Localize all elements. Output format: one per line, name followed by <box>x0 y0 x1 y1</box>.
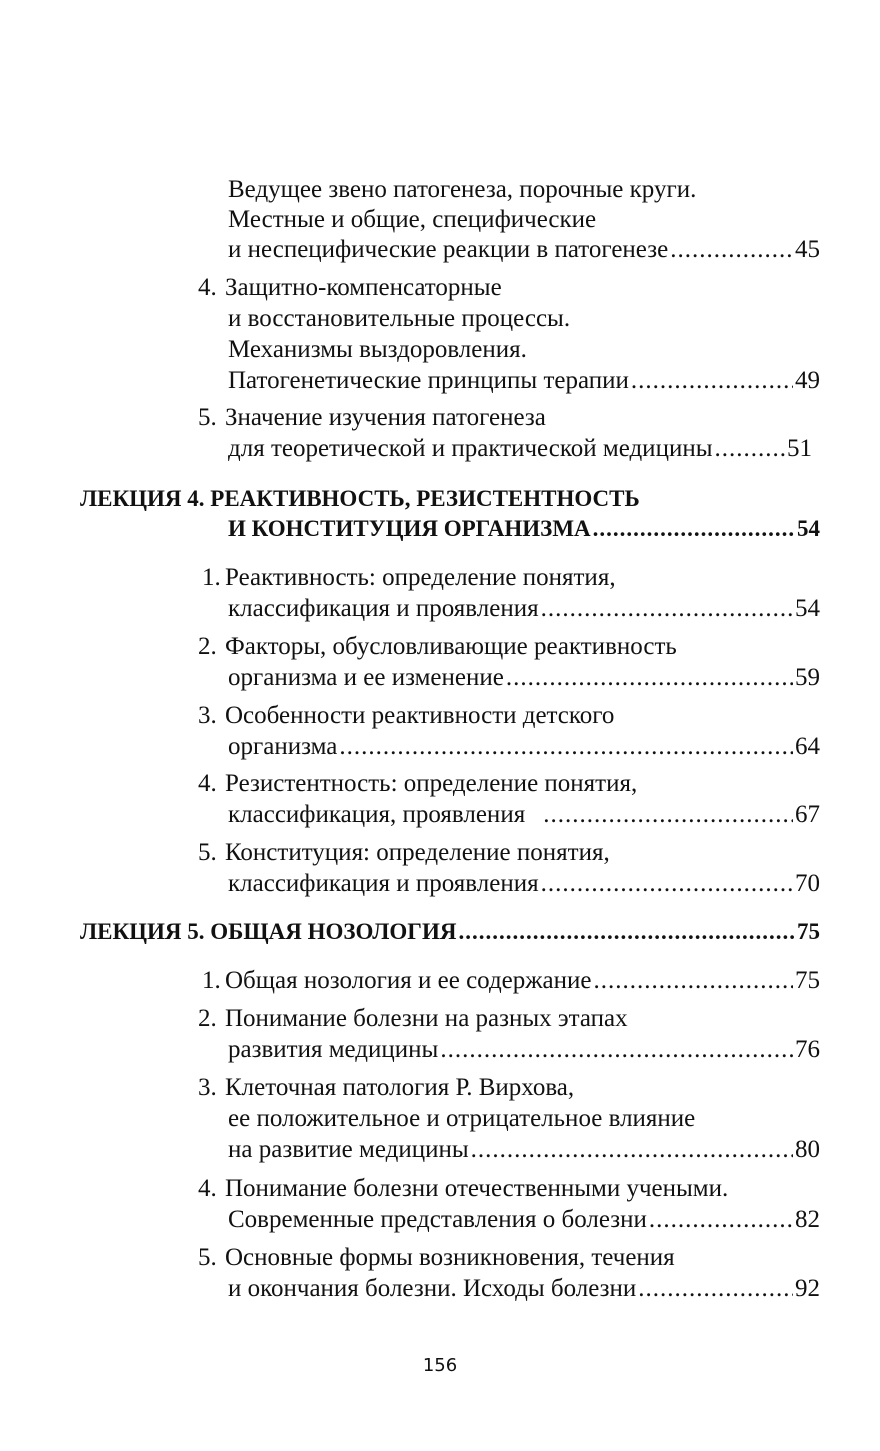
toc-entry-text: и окончания болезни. Исходы болезни <box>228 1275 637 1302</box>
leader-dots <box>506 663 793 693</box>
leader-dots <box>631 366 793 396</box>
toc-line-with-page <box>228 663 820 693</box>
leader-dots <box>440 1035 793 1065</box>
page-number: 156 <box>422 1355 458 1376</box>
leader-dots <box>715 434 786 464</box>
leader-dots <box>638 1274 793 1304</box>
toc-page-ref: 70 <box>795 870 820 897</box>
toc-page-ref: 80 <box>795 1136 820 1163</box>
toc-page-ref: 51 <box>787 435 812 462</box>
toc-item-number: 5. <box>198 1244 217 1271</box>
toc-page-ref: 59 <box>795 664 820 691</box>
toc-item-number: 1. <box>202 967 221 994</box>
toc-line: Реактивность: определение понятия, <box>225 564 616 591</box>
toc-line: Клеточная патология Р. Вирхова, <box>225 1074 575 1101</box>
toc-line-with-page <box>228 366 820 396</box>
toc-entry-text: развития медицины <box>228 1036 439 1063</box>
toc-page-ref: 92 <box>795 1275 820 1302</box>
leader-dots <box>649 1205 793 1235</box>
toc-page-ref: 75 <box>797 919 820 944</box>
toc-line: Основные формы возникновения, течения <box>225 1244 675 1271</box>
toc-entry-text: организма <box>228 733 338 760</box>
toc-item-number: 3. <box>198 1074 217 1101</box>
toc-line-with-page <box>228 1035 820 1065</box>
toc-item-number: 5. <box>198 839 217 866</box>
toc-line: Ведущее звено патогенеза, порочные круги. <box>228 176 697 203</box>
toc-line-with-page <box>228 800 820 830</box>
toc-page-ref: 76 <box>795 1036 820 1063</box>
toc-line-with-page <box>228 235 820 265</box>
leader-dots <box>670 235 793 265</box>
toc-entry-text: Современные представления о болезни <box>228 1206 647 1233</box>
toc-entry-text: классификация и проявления <box>228 870 539 897</box>
toc-item-number: 3. <box>198 702 217 729</box>
lecture-heading-text: И КОНСТИТУЦИЯ ОРГАНИЗМА <box>228 516 591 541</box>
toc-item-number: 4. <box>198 770 217 797</box>
toc-line: Защитно-компенсаторные <box>225 274 502 301</box>
toc-entry-text: Общая нозология и ее содержание <box>225 967 592 994</box>
leader-dots <box>339 732 793 762</box>
toc-item-number: 5. <box>198 404 217 431</box>
toc-line: Конституция: определение понятия, <box>225 839 610 866</box>
toc-page-ref: 54 <box>795 595 820 622</box>
toc-line: и восстановительные процессы. <box>228 305 571 332</box>
toc-page-ref: 49 <box>795 367 820 394</box>
lecture-heading-line <box>228 514 820 544</box>
toc-page-ref: 75 <box>795 967 820 994</box>
leader-dots <box>458 917 795 947</box>
leader-dots <box>594 966 794 996</box>
toc-page-ref: 82 <box>795 1206 820 1233</box>
leader-dots <box>593 514 795 544</box>
toc-item-number: 2. <box>198 1005 217 1032</box>
toc-line-with-page <box>228 1205 820 1235</box>
toc-item-number: 1. <box>202 564 221 591</box>
toc-page-ref: 54 <box>797 516 820 541</box>
toc-entry-text: на развитие медицины <box>228 1136 469 1163</box>
leader-dots <box>541 869 793 899</box>
toc-entry-text: классификация, проявления <box>228 801 526 828</box>
lecture-heading: ЛЕКЦИЯ 4. РЕАКТИВНОСТЬ, РЕЗИСТЕНТНОСТЬ <box>80 486 640 511</box>
toc-line-with-page <box>228 1135 820 1165</box>
toc-entry-text: и неспецифические реакции в патогенезе <box>228 236 669 263</box>
toc-line-with-page <box>228 594 820 624</box>
toc-line-with-page <box>228 869 820 899</box>
leader-dots <box>471 1135 793 1165</box>
lecture-heading-line <box>80 917 820 947</box>
toc-line-with-page <box>225 966 820 996</box>
toc-line: Факторы, обусловливающие реактивность <box>225 633 677 660</box>
toc-line-with-page <box>228 732 820 762</box>
toc-item-number: 2. <box>198 633 217 660</box>
toc-page-ref: 45 <box>795 236 820 263</box>
toc-line: Местные и общие, специфические <box>228 206 597 233</box>
toc-line: Понимание болезни отечественными учеными. <box>225 1175 729 1202</box>
leader-dots <box>541 594 793 624</box>
toc-line: Резистентность: определение понятия, <box>225 770 638 797</box>
toc-item-number: 4. <box>198 1175 217 1202</box>
toc-item-number: 4. <box>198 274 217 301</box>
toc-line: Особенности реактивности детского <box>225 702 615 729</box>
toc-line: Механизмы выздоровления. <box>228 336 527 363</box>
lecture-heading-text: ЛЕКЦИЯ 5. ОБЩАЯ НОЗОЛОГИЯ <box>80 919 457 944</box>
toc-page-ref: 64 <box>795 733 820 760</box>
toc-line-with-page <box>228 434 812 464</box>
toc-page-ref: 67 <box>795 801 820 828</box>
toc-entry-text: классификация и проявления <box>228 595 539 622</box>
toc-entry-text: организма и ее изменение <box>228 664 504 691</box>
toc-line-with-page <box>228 1274 820 1304</box>
toc-line: Значение изучения патогенеза <box>225 404 546 431</box>
toc-line: ее положительное и отрицательное влияние <box>228 1105 696 1132</box>
toc-entry-text: для теоретической и практической медицины <box>228 435 713 462</box>
toc-entry-text: Патогенетические принципы терапии <box>228 367 629 394</box>
toc-line: Понимание болезни на разных этапах <box>225 1005 628 1032</box>
leader-dots <box>543 800 793 830</box>
